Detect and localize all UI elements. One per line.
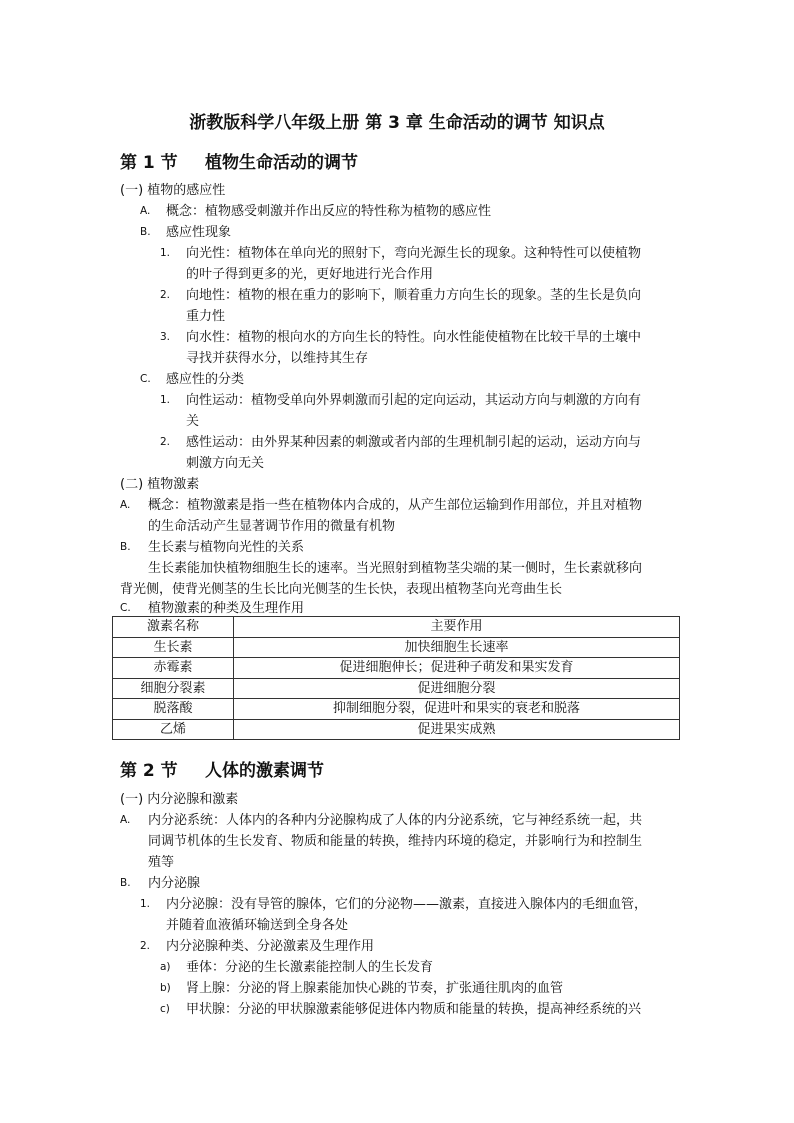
- hormone-table: [112, 616, 680, 740]
- sub-list-marker: a): [160, 961, 171, 973]
- list-item-line: 的叶子得到更多的光，更好地进行光合作用: [186, 267, 434, 282]
- paragraph-line: 概念：植物激素是指一些在植物体内合成的，从产生部位运输到作用部位，并且对植物: [148, 498, 643, 513]
- list-item-line: 向光性：植物体在单向光的照射下，弯向光源生长的现象。这种特性可以使植物: [186, 246, 642, 261]
- item-marker: A.: [120, 814, 131, 826]
- item-marker: B.: [120, 541, 131, 553]
- table-row: [113, 719, 680, 740]
- part-2-label: (二) 植物激素: [120, 477, 200, 492]
- list-item-line: 向水性：植物的根向水的方向生长的特性。向水性能使植物在比较干旱的土壤中: [186, 330, 642, 345]
- paragraph-line: 内分泌系统：人体内的各种内分泌腺构成了人体的内分泌系统，它与神经系统一起，共: [148, 813, 643, 828]
- table-header-cell: 主要作用: [234, 617, 680, 638]
- table-row: [113, 678, 680, 699]
- list-item-line: 寻找并获得水分，以维持其生存: [186, 351, 369, 366]
- subheading: 内分泌腺: [148, 876, 201, 891]
- list-marker: 3.: [160, 331, 171, 343]
- part-1-label: (一) 内分泌腺和激素: [120, 792, 239, 807]
- table-cell: 生长素: [113, 637, 234, 658]
- table-header-row: [113, 617, 680, 638]
- concept-text: 概念：植物感受刺激并作出反应的特性称为植物的感应性: [166, 204, 492, 219]
- list-item-line: 内分泌腺：没有导管的腺体，它们的分泌物——激素，直接进入腺体内的毛细血管，: [166, 897, 648, 912]
- sub-list-marker: c): [160, 1003, 170, 1015]
- table-header-cell: 激素名称: [113, 617, 234, 638]
- subheading: 感应性的分类: [166, 372, 245, 387]
- list-marker: 1.: [160, 394, 171, 406]
- paragraph-line: 同调节机体的生长发育、物质和能量的转换，维持内环境的稳定，并影响行为和控制生: [148, 834, 643, 849]
- section-1-title: 植物生命活动的调节: [205, 153, 358, 173]
- sub-list-marker: b): [160, 982, 171, 994]
- subheading: 感应性现象: [166, 225, 232, 240]
- table-cell: 乙烯: [113, 719, 234, 740]
- list-marker: 1.: [160, 247, 171, 259]
- paragraph-line: 的生命活动产生显著调节作用的微量有机物: [148, 519, 396, 534]
- sub-list-item: 甲状腺：分泌的甲状腺激素能够促进体内物质和能量的转换，提高神经系统的兴: [186, 1002, 642, 1017]
- table-cell: 加快细胞生长速率: [234, 637, 680, 658]
- table-row: [113, 699, 680, 720]
- list-item-line: 向性运动：植物受单向外界刺激而引起的定向运动，其运动方向与刺激的方向有: [186, 393, 642, 408]
- table-cell: 促进细胞伸长；促进种子萌发和果实发育: [234, 658, 680, 679]
- item-marker: B.: [140, 226, 151, 238]
- table-cell: 脱落酸: [113, 699, 234, 720]
- paragraph-line: 背光侧，使背光侧茎的生长比向光侧茎的生长快，表现出植物茎向光弯曲生长: [120, 582, 563, 597]
- table-cell: 细胞分裂素: [113, 678, 234, 699]
- list-marker: 2.: [140, 940, 151, 952]
- table-cell: 促进细胞分裂: [234, 678, 680, 699]
- table-row: [113, 658, 680, 679]
- list-item-line: 重力性: [186, 309, 226, 324]
- list-marker: 1.: [140, 898, 151, 910]
- sub-list-item: 肾上腺：分泌的肾上腺素能加快心跳的节奏，扩张通往肌肉的血管: [186, 981, 564, 996]
- list-marker: 2.: [160, 436, 171, 448]
- list-item-line: 并随着血液循环输送到全身各处: [166, 918, 349, 933]
- section-1-number: 第 1 节: [120, 153, 178, 173]
- table-cell: 促进果实成熟: [234, 719, 680, 740]
- subheading: 植物激素的种类及生理作用: [148, 601, 305, 616]
- list-marker: 2.: [160, 289, 171, 301]
- table-row: [113, 637, 680, 658]
- section-2-number: 第 2 节: [120, 761, 178, 781]
- list-item-line: 感性运动：由外界某种因素的刺激或者内部的生理机制引起的运动，运动方向与: [186, 435, 642, 450]
- item-marker: A.: [140, 205, 151, 217]
- item-marker: B.: [120, 877, 131, 889]
- page-title: 浙教版科学八年级上册 第 3 章 生命活动的调节 知识点: [189, 113, 605, 133]
- item-marker: A.: [120, 499, 131, 511]
- paragraph-line: 生长素能加快植物细胞生长的速率。当光照射到植物茎尖端的某一侧时，生长素就移向: [148, 561, 643, 576]
- subheading: 生长素与植物向光性的关系: [148, 540, 305, 555]
- section-2-title: 人体的激素调节: [205, 761, 324, 781]
- table-cell: 抑制细胞分裂，促进叶和果实的衰老和脱落: [234, 699, 680, 720]
- list-item-line: 内分泌腺种类、分泌激素及生理作用: [166, 939, 375, 954]
- list-item-line: 刺激方向无关: [186, 456, 265, 471]
- item-marker: C.: [140, 373, 151, 385]
- list-item-line: 向地性：植物的根在重力的影响下，顺着重力方向生长的现象。茎的生长是负向: [186, 288, 642, 303]
- part-1-label: (一) 植物的感应性: [120, 183, 226, 198]
- paragraph-line: 殖等: [148, 855, 175, 870]
- item-marker: C.: [120, 602, 131, 614]
- table-cell: 赤霉素: [113, 658, 234, 679]
- list-item-line: 关: [186, 414, 200, 429]
- sub-list-item: 垂体：分泌的生长激素能控制人的生长发育: [186, 960, 434, 975]
